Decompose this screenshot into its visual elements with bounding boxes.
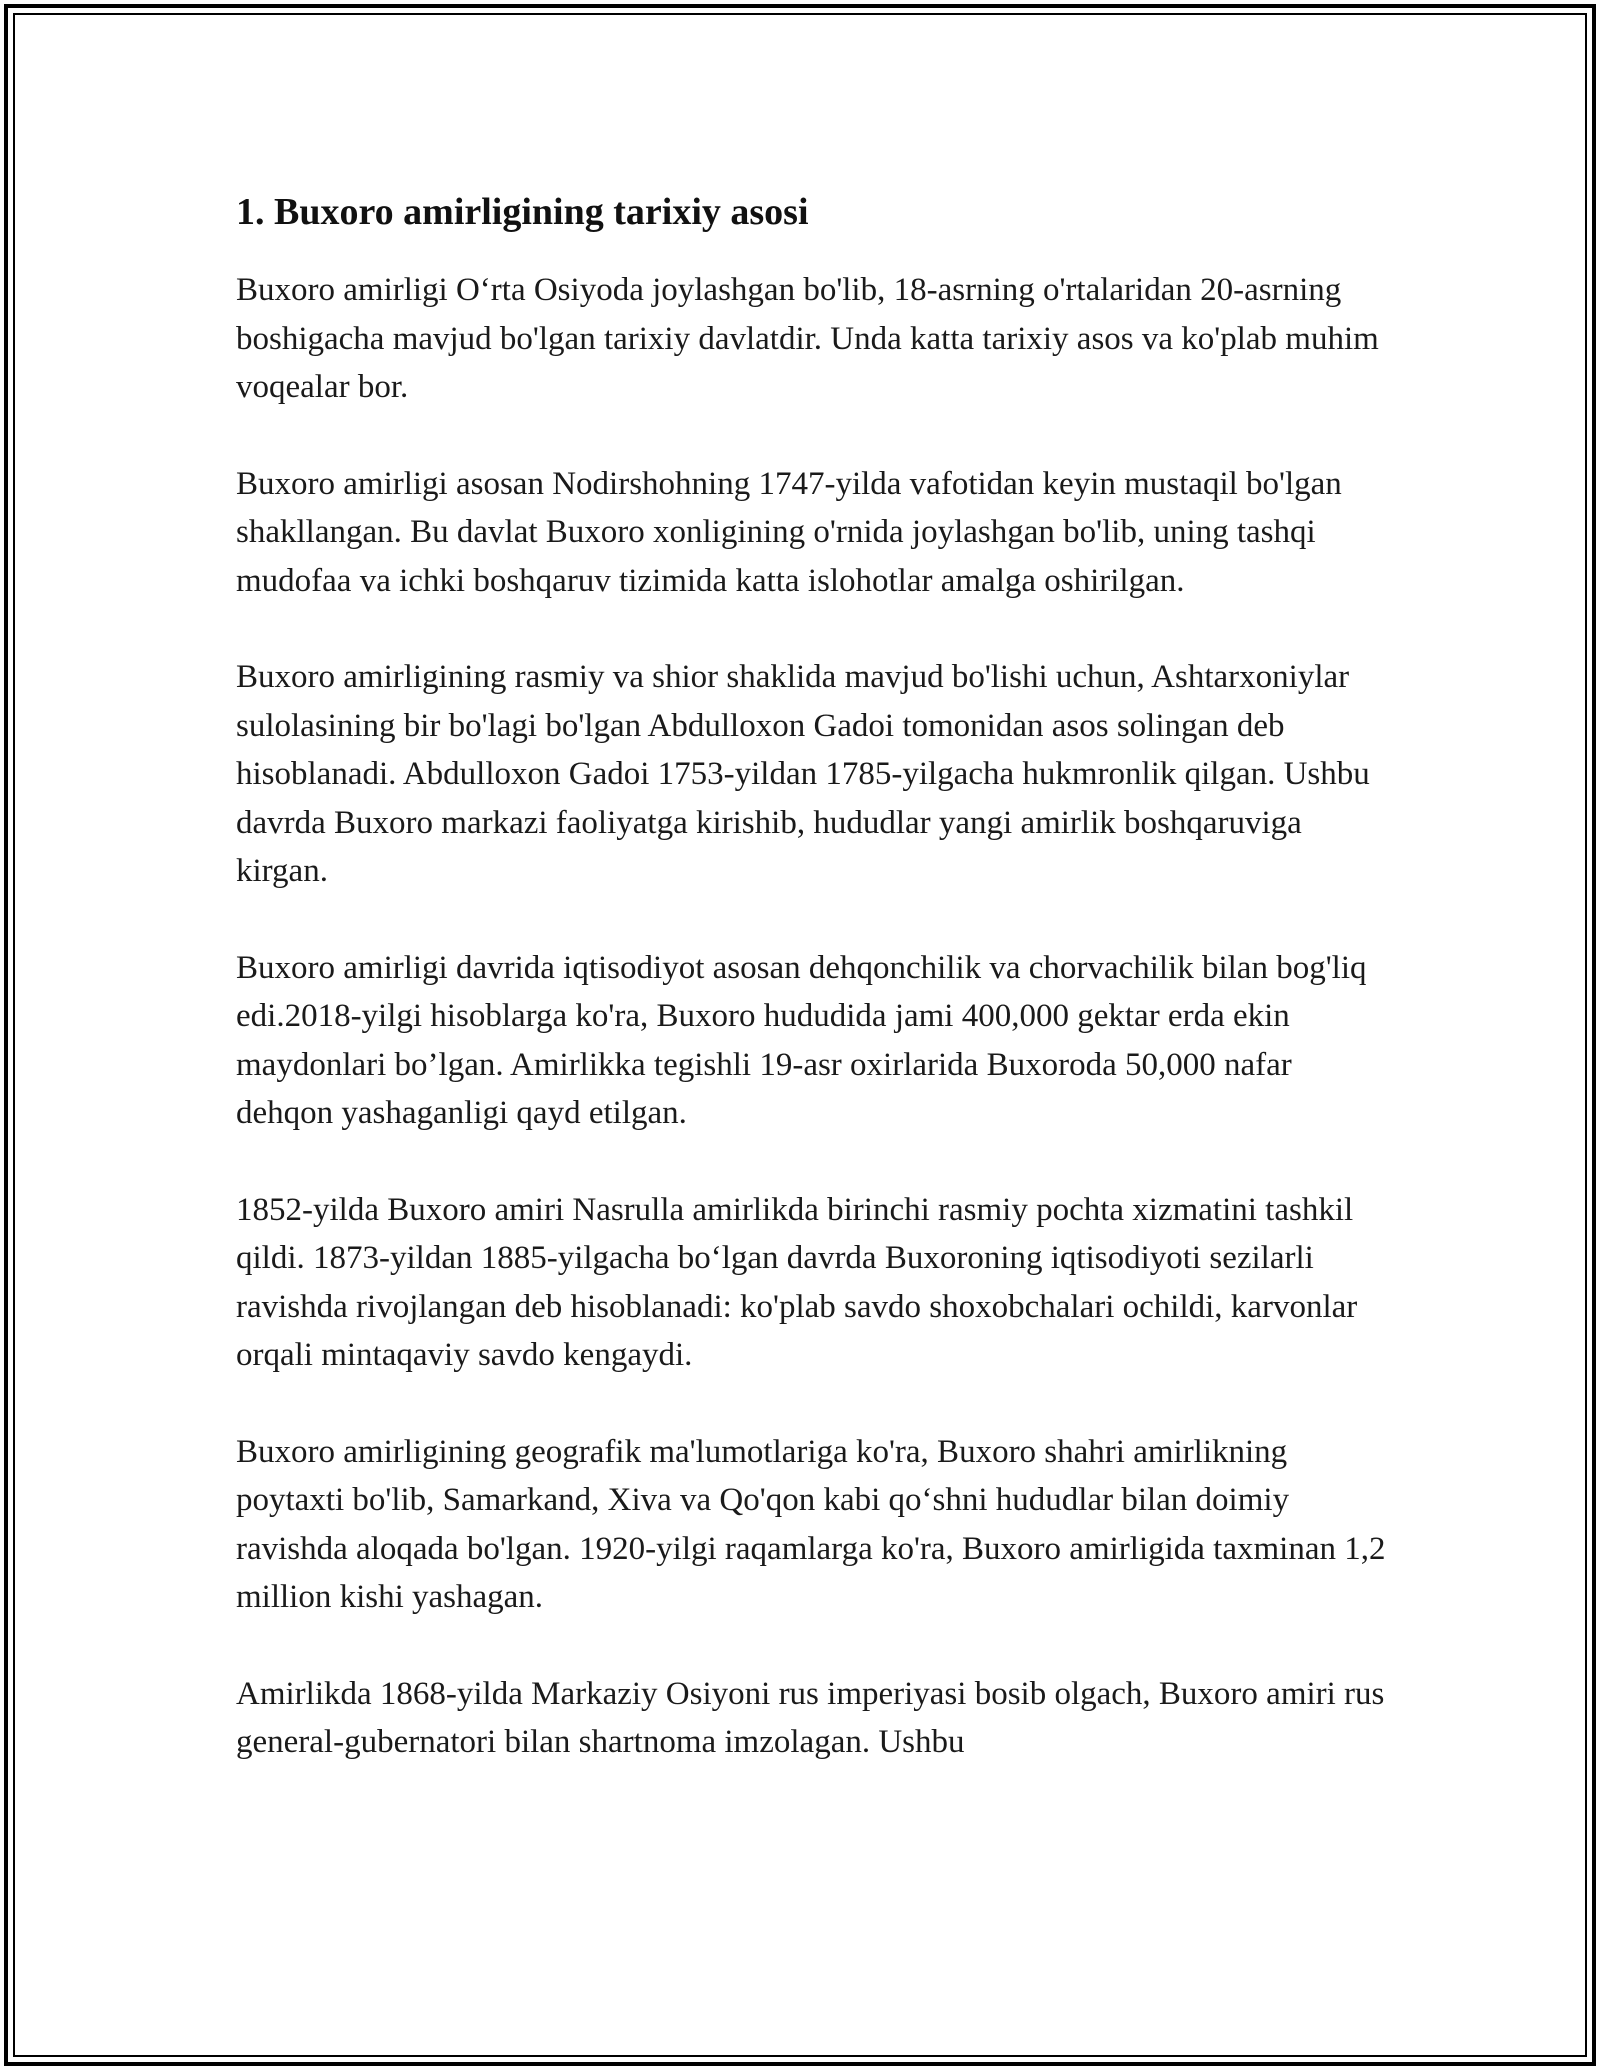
paragraph-7: Amirlikda 1868-yilda Markaziy Osiyoni rus imperiyasi bosib olgach, Buxoro amiri rus general-gubernatori bilan shartnoma imzolagan. Ushbu — [236, 1675, 1385, 1760]
document-body — [236, 186, 1386, 1815]
paragraph-2: Buxoro amirligi asosan Nodirshohning 1747-yilda vafotidan keyin mustaqil bo'lgan shakllangan. Bu davlat Buxoro xonligining o'rnida joylashgan bo'lib, uning tashqi mudofaa va ichki boshqaruv tizimida katta islohotlar amalga oshirilgan. — [236, 465, 1342, 599]
paragraph-5: 1852-yilda Buxoro amiri Nasrulla amirlikda birinchi rasmiy pochta xizmatini tashkil qildi. 1873-yildan 1885-yilgacha bo‘lgan davrda Buxoroning iqtisodiyoti sezilarli ravishda rivojlangan deb hisoblanadi: ko'plab savdo shoxobchalari ochildi, karvonlar orqali mintaqaviy savdo kengaydi. — [236, 1191, 1358, 1373]
paragraph-1: Buxoro amirligi O‘rta Osiyoda joylashgan bo'lib, 18-asrning o'rtalaridan 20-asrning boshigacha mavjud bo'lgan tarixiy davlatdir. Unda katta tarixiy asos va ko'plab muhim voqealar bor. — [236, 272, 1379, 405]
paragraph-4: Buxoro amirligi davrida iqtisodiyot asosan dehqonchilik va chorvachilik bilan bog'liq edi.2018-yilgi hisoblarga ko'ra, Buxoro hududida jami 400,000 gektar erda ekin maydonlari bo’lgan. Amirlikka tegishli 19-asr oxirlarida Buxoroda 50,000 nafar dehqon yashaganligi qayd etilgan. — [236, 949, 1367, 1131]
paragraph-3: Buxoro amirligining rasmiy va shior shaklida mavjud bo'lishi uchun, Ashtarxoniylar sulolasining bir bo'lagi bo'lgan Abdulloxon Gadoi tomonidan asos solingan deb hisoblanadi. Abdulloxon Gadoi 1753-yildan 1785-yilgacha hukmronlik qilgan. Ushbu davrda Buxoro markazi faoliyatga kirishib, hududlar yangi amirlik boshqaruviga kirgan. — [236, 659, 1370, 889]
paragraph-6: Buxoro amirligining geografik ma'lumotlariga ko'ra, Buxoro shahri amirlikning poytaxti bo'lib, Samarkand, Xiva va Qo'qon kabi qo‘shni hududlar bilan doimiy ravishda aloqada bo'lgan. 1920-yilgi raqamlarga ko'ra, Buxoro amirligida taxminan 1,2 million kishi yashagan. — [236, 1433, 1386, 1615]
section-title: 1. Buxoro amirligining tarixiy asosi — [236, 191, 809, 233]
